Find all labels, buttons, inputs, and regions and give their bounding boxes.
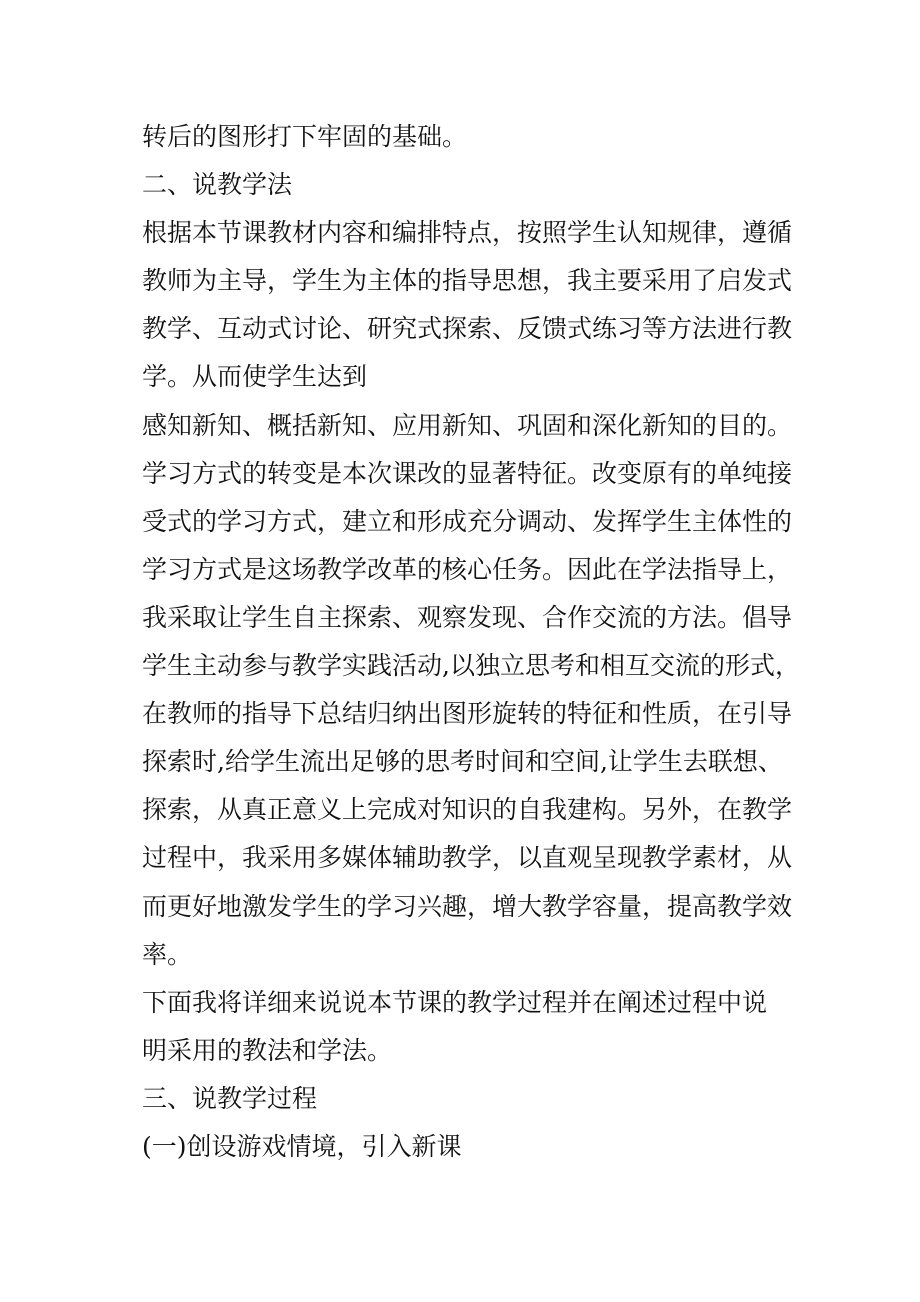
- text-line: 探索，从真正意义上完成对知识的自我建构。另外，在教学: [142, 795, 793, 825]
- text-line: 教师为主导，学生为主体的指导思想，我主要采用了启发式: [142, 266, 793, 296]
- text-line: 率。: [142, 939, 193, 969]
- section-heading-teaching-process: 三、说教学过程: [142, 1083, 318, 1113]
- text-line: 学习方式的转变是本次课改的显著特征。改变原有的单纯接: [142, 458, 793, 488]
- text-line: 转后的图形打下牢固的基础。: [142, 122, 468, 151]
- text-line: 下面我将详细来说说本节课的教学过程并在阐述过程中说: [142, 987, 768, 1017]
- text-line: 学生主动参与教学实践活动,以独立思考和相互交流的形式，: [142, 651, 800, 681]
- text-line: 学。从而使学生达到: [142, 362, 368, 392]
- text-line: 我采取让学生自主探索、观察发现、合作交流的方法。倡导: [142, 602, 793, 632]
- document-body: [142, 113, 802, 1171]
- text-line: 学习方式是这场教学改革的核心任务。因此在学法指导上，: [142, 554, 793, 584]
- section-heading-methods-of-learning: 二、说教学法: [142, 170, 293, 200]
- text-line: 过程中，我采用多媒体辅助教学，以直观呈现教学素材，从: [142, 843, 793, 873]
- text-line: 教学、互动式讨论、研究式探索、反馈式练习等方法进行教: [142, 314, 793, 344]
- text-line: 感知新知、概括新知、应用新知、巩固和深化新知的目的。: [142, 410, 793, 440]
- text-line: 根据本节课教材内容和编排特点，按照学生认知规律，遵循: [142, 218, 793, 248]
- text-line: 受式的学习方式，建立和形成充分调动、发挥学生主体性的: [142, 506, 793, 536]
- text-line: 明采用的教法和学法。: [142, 1035, 393, 1065]
- text-line: 而更好地激发学生的学习兴趣，增大教学容量，提高教学效: [142, 891, 793, 921]
- text-line: 探索时,给学生流出足够的思考时间和空间,让学生去联想、: [142, 747, 783, 777]
- subsection-heading: (一)创设游戏情境，引入新课: [142, 1131, 462, 1161]
- text-line: 在教师的指导下总结归纳出图形旋转的特征和性质，在引导: [142, 699, 793, 729]
